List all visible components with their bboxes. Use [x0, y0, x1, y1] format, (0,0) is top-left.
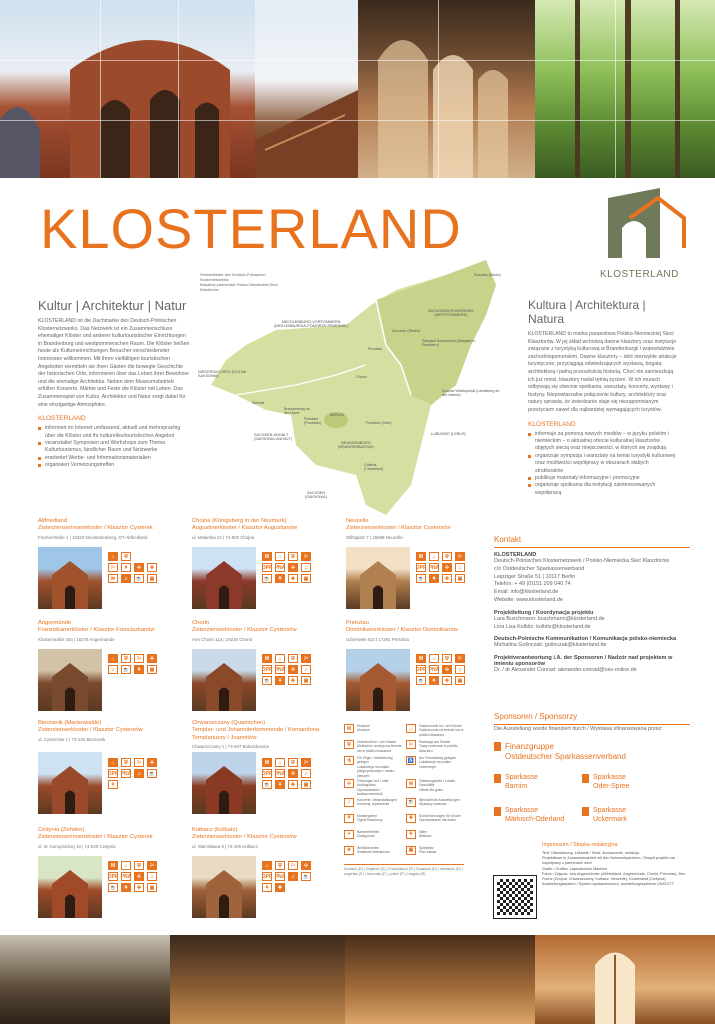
left-section-heading: KLOSTERLAND: [38, 415, 86, 423]
legend-item: ✈ Nähe Bliskość: [406, 830, 466, 845]
offer-icon: ☩: [442, 563, 452, 572]
impressum-line: Ausstellungssystem / System wystawienniczy: ausstellungssysteme UNIGOTT: [542, 882, 675, 887]
left-heading: Kultur | Architektur | Natur: [38, 298, 187, 313]
offer-icon: ⛨: [288, 552, 298, 561]
legend-item: ✚ Sonderführungen für Kinder Oprowadzanie dla dzieci: [406, 814, 466, 829]
photo-abbey-roof: [255, 0, 358, 178]
sparkasse-icon: [582, 807, 589, 816]
impressum-line: Grafik / Grafika: Laporatorium Machine: [542, 866, 608, 871]
icon-legend: [344, 724, 464, 877]
logo-icon: [600, 188, 692, 262]
legend-item: ☩ Führungen auf / oder Audioguides Oprowadzanie / audioprzewodnik: [344, 779, 404, 797]
monastery-photo: [192, 649, 256, 711]
offer-icon: ⚘: [121, 563, 131, 572]
offer-icon: ♫: [301, 563, 311, 572]
offer-icon: ☕: [417, 677, 425, 684]
photo-forest: [535, 0, 715, 178]
offer-icon: PNA: [120, 770, 132, 777]
offer-icon: ⌂: [108, 758, 118, 767]
monastery-order: Zisterzienserkloster / Klasztor Cystersów: [192, 627, 297, 634]
abbey-illustration: [0, 0, 255, 178]
offer-icon: PNA: [120, 873, 132, 880]
legend-item: ★ Weltkulturerbe Światowe dziedzictwo: [344, 846, 404, 861]
legend-icon: ✚: [406, 814, 416, 823]
left-bullet: erarbeitet Werbe- und Informationsmaterialien: [38, 455, 190, 462]
sparkasse-icon: [582, 774, 589, 783]
offer-icon: ☕: [417, 575, 425, 582]
photo-arched-window: [535, 935, 715, 1024]
offer-icon: ⚐: [288, 861, 298, 870]
offer-icon: ⛨: [442, 654, 452, 663]
offer-icon: ⚘: [134, 665, 144, 674]
page-title: KLOSTERLAND: [40, 197, 462, 260]
offer-icon: ♫: [301, 769, 311, 778]
offer-icon: ⚐: [134, 758, 144, 767]
legend-icon: ⌂: [406, 724, 416, 733]
right-section-heading: KLOSTERLAND: [528, 420, 576, 428]
offer-icon: M: [262, 552, 272, 561]
monastery-card: [192, 720, 332, 820]
monastery-card: [346, 518, 486, 618]
offer-icon: DPF: [262, 666, 272, 673]
offer-icon: M: [262, 758, 272, 767]
monastery-name: Prenzlau: [346, 620, 369, 626]
monastery-photo: [192, 856, 256, 918]
offer-icon: ☕: [148, 770, 156, 777]
legend-icon: ⚐: [406, 740, 416, 749]
kontakt-line: Deutsch-Polnisches Klosternetzwerk / Polsko-Niemiecka Sieć Klasztorów: [494, 558, 669, 564]
monastery-order: Franziskanerkloster / Klasztor Franciszkanów: [38, 627, 155, 634]
kontakt-line: c/o Ostdeutscher Sparkassenverband: [494, 565, 585, 572]
legend-icon: ★: [344, 846, 354, 855]
right-heading: Kultura | Architektura | Natura: [528, 298, 646, 326]
monastery-photo: [38, 856, 102, 918]
offer-icon: ☕: [263, 575, 271, 582]
offer-icon: ▣: [147, 665, 157, 674]
offer-icon: ✚: [147, 563, 157, 572]
right-intro: KLOSTERLAND to marka parasolowa Polsko-Niemieckiej Sieci Klasztorów. W jej skład wchodzą dawne klasztory oraz instytucje związane z turystyką kulturową w Brandenburgii i województwie zachodniopomorskim. Dawne klasztory – dziś niezwykłe atrakcje turystyczne, przyciągają odwiedzających wystawą, bogatą architekturą i pełną przeszłością historią. Choć nie zamieszkują ich już mnisi, klasztory nadal tętnią życiem. W ich murach odbywają się obecnie spotkania, warsztaty, koncerty, wystawy i festyny. Niepowtarzalne połączenie kultury, architektury oraz natury sprawia, że zwiedzanie staje się niezapomnianym przeżyciem nawet dla najbardziej wymagających turystów.: [528, 331, 677, 413]
offer-icon: PNA: [428, 564, 440, 571]
map-region-zp: ZACHODNIOPOMORSKIE (WESTPOMMERN): [428, 309, 474, 317]
monastery-order: Zisterzienserinnenkloster / Klasztor Cysterek: [38, 525, 153, 532]
impressum-line: Fotos / Zdjęcia: Jula Angermünder (Altfriedland, Angermünde, Chorin, Prenzlau), Ben Fuchs (Chojna, Chwarszczany, Kołbacz, Neuzelle), Klosterland (Cedynia): [542, 871, 686, 882]
legend-item: ⚐ Radwege am Kloster Trasy rowerowe w pobliżu klasztoru: [406, 740, 466, 755]
offer-icon: ⚐: [455, 654, 465, 663]
monastery-photo: [38, 649, 102, 711]
monastery-address: ul. Malarska 24 | 74-500 Chojna: [192, 534, 255, 540]
sponsoren-panel: [494, 712, 690, 823]
kontakt-panel: [494, 535, 690, 675]
map-place: Stargard Szczeciński (Stargard in Pommern): [422, 339, 476, 347]
map-place: Koszalin (Köslin): [474, 273, 501, 277]
legend-item: ☕ Wechselnde Ausstellungen Wystawy czasowe: [407, 797, 460, 807]
offer-icon: ☩: [442, 665, 452, 674]
kontakt-org: KLOSTERLAND: [494, 552, 537, 558]
monastery-address: Stiftsplatz 7 | 15898 Neuzelle: [346, 534, 403, 540]
photo-abbey-exterior: [0, 0, 255, 178]
offer-icon: ⚐: [455, 552, 465, 561]
monastery-name: Chwarszczany (Quartschen): [192, 720, 266, 726]
sponsor-item: Sparkasse Uckermark: [582, 807, 627, 826]
offer-icon: M: [416, 654, 426, 663]
offer-icon: ⚘: [108, 780, 118, 789]
offer-icon: ⌂: [108, 654, 118, 663]
impressum-line: Text, Übersetzung, Lektorat / Tekst, tłumaczenie, redakcja: [542, 851, 640, 855]
offer-icon: ⚘: [275, 574, 285, 583]
offer-icon: ⌂: [429, 654, 439, 663]
map-region-lubuskie: LUBUSKIE (LEBUS): [431, 432, 466, 436]
legend-item: M Museum Muzeum: [344, 724, 404, 739]
offer-icon: ⌂: [262, 861, 272, 870]
monastery-name: Cedynia (Zehden): [38, 827, 85, 833]
offer-icon: ⛨: [442, 552, 452, 561]
offer-icon: ☩: [147, 654, 157, 663]
kontakt-email[interactable]: Email: info@klosterland.de: [494, 589, 559, 596]
monastery-address: ul. Warcisława 8 | 74-106 Kołbacz: [192, 843, 258, 849]
offer-icon: ⛨: [288, 654, 298, 663]
offer-icon: ✚: [275, 883, 285, 892]
offer-icon: ☩: [288, 769, 298, 778]
monastery-card: [192, 518, 332, 618]
right-bullet: informuje za pomocą nowych mediów – w języku polskim i niemieckim – o aktualnej ofercie kulturalnej klasztorów objętych siecią oraz miejscowości, w których się znajdują: [528, 431, 678, 453]
offer-icon: ♫: [108, 665, 118, 674]
offer-icon: ⌂: [108, 552, 118, 561]
map-legend-de: Partnerklöster des Deutsch-Polnischen Klosternetzwerks: [200, 273, 266, 282]
monastery-order: Zisterzienserkloster / Klasztor Cystersów: [38, 727, 143, 734]
map-region-mv: MECKLENBURG-VORPOMMERN (MEKLEMBURGIA-POMORZE PRZEDNIE): [274, 320, 348, 328]
offer-icon: ☕: [263, 781, 271, 788]
offer-icon: ▣: [301, 676, 311, 685]
right-bullet: organizuje spotkania dla instytucji zainteresowanych współpracą: [528, 482, 678, 497]
region-map: [196, 245, 512, 525]
legend-icon: ⚗: [344, 756, 354, 765]
monastery-name: Kołbacz (Kolbatz): [192, 827, 238, 833]
sparkasse-icon: [494, 807, 501, 816]
offer-icon: ☕: [263, 677, 271, 684]
monastery-photo: [38, 752, 102, 814]
offer-icons: [108, 758, 158, 789]
monastery-name: Bierzwnik (Marienwalde): [38, 720, 102, 726]
map-region-sachsen: SACHSEN (SAKSONIA): [305, 491, 327, 499]
monastery-card: [192, 827, 332, 927]
monastery-photo: [346, 547, 410, 609]
monastery-photo: [192, 752, 256, 814]
legend-item: ✉ Gästeangebote / Lokale Geschäfte Oferta dla gości: [406, 779, 466, 797]
logo-wordmark: KLOSTERLAND: [600, 269, 679, 280]
offer-icon: ▣: [147, 883, 157, 892]
kontakt-line: Dr. / dr Alexander Conrad: alexander.conrad@osv-online.de: [494, 667, 637, 674]
offer-icon: ⌂: [275, 552, 285, 561]
offer-icon: ⌂: [275, 654, 285, 663]
map-region-bb: BRANDENBURG (BRANDENBURGIA): [338, 441, 374, 449]
offer-icon: ♫: [455, 665, 465, 674]
offer-icons: [108, 552, 158, 583]
left-intro: KLOSTERLAND ist die Dachmarke des Deutsch-Polnischen Klosternetzwerks. Das Netzwerk ist ein Zusammenschluss ehemaliger Klöster und anderer kulturtouristischer Einrichtungen in Brandenburg und westpommerschen Raum. Die Klöster heißen heute als Kulturneinrichtungen Besucher verschiedenster Interessen willkommen. Mit ihren vielfältigen touristischen Angeboten vermitteln sie ihren Gästen die bewegte Geschichte der historischen Orte, informieren über das Leben ihrer Bewohner und die einmalige Architektur. Neben dem Museumsbetrieb erfüllen Konzerte, Märkte und Feste die Klöster mit Leben. Das Zusammenspiel von Kultur, Architektur und Natur sorgt dabei für eine einzigartige Atmosphäre.: [38, 318, 190, 408]
projektleitung-heading: Projektleitung / Koordynacja projektu: [494, 609, 594, 616]
offer-icon: PNA: [274, 666, 286, 673]
offer-icon: ♫: [288, 872, 298, 881]
legend-icon: M: [344, 724, 354, 733]
offer-icon: ⚐: [301, 552, 311, 561]
offer-icon: ✚: [288, 780, 298, 789]
legend-item: ⛨ Unterkunft im / am Kloster Możliwość noclegu na terenie lub w pobliżu klasztoru: [344, 740, 404, 755]
legend-icon: ▣: [406, 846, 416, 855]
language-codes: Deutsch (D) | Englisch (E) | Französisch (F) | Russisch (R) | niemiecki (D) | angielski (E) | francuski (F) | polski (P) | rosyjski (R): [344, 864, 464, 877]
legend-icon: ♫: [344, 798, 354, 807]
monastery-order: Zisterzienserkloster / Klasztor Cystersów: [346, 525, 451, 532]
monastery-photo: [38, 547, 102, 609]
offer-icon: ▣: [455, 676, 465, 685]
offer-icon: ✚: [442, 676, 452, 685]
offer-icon: DPF: [108, 873, 118, 880]
legend-item: ⚘ Klostergarten Ogród klasztorny: [344, 814, 404, 829]
photo-vaulted-hall: [170, 935, 345, 1024]
map-legend-pl: Klasztory partnerskie Polsko-Niemieckiej Sieci Klasztorów: [200, 283, 278, 292]
offer-icon: ☕: [109, 884, 117, 891]
map-place: Stendal: [252, 401, 265, 405]
offer-icon: ⚘: [275, 676, 285, 685]
offer-icon: DPF: [416, 666, 426, 673]
monastery-address: Chwarszczany 1 | 74-407 Boleszkowice: [192, 744, 270, 750]
offer-icon: DPF: [262, 873, 272, 880]
left-bullet: organisiert Vernetzungstreffen: [38, 462, 190, 469]
offer-icon: DPF: [262, 770, 272, 777]
offer-icon: ▣: [147, 574, 157, 583]
offer-icon: ♫: [455, 563, 465, 572]
monastery-name: Altfriedland: [38, 518, 68, 524]
kommunikation-heading: Deutsch-Polnische Kommunikation / Komunikacja polsko-niemiecka: [494, 636, 677, 643]
legend-icon: ⌖: [344, 830, 354, 839]
legend-item: ♿ Am Fernradweg gelegen Lokalizacja na szlaku rowerowym: [407, 756, 457, 769]
right-bullet: publikuje materiały informacyjne i promocyjne: [528, 475, 678, 482]
monastery-address: Amt Chorin 11a | 16230 Chorin: [192, 636, 253, 642]
monastery-address: Klosterstraße 43a | 16278 Angermünde: [38, 636, 115, 642]
sponsor-item: Sparkasse Märkisch-Oderland: [494, 807, 564, 826]
impressum-line: Projektteam in Zusammenarbeit mit den Netzwerkpartnern / Zespół projektu we współpracy z partnerami sieci: [542, 856, 676, 866]
map-place: Frankfurt (Oder): [366, 421, 392, 425]
map-place: Chorin: [356, 375, 367, 379]
offer-icons: [108, 654, 158, 685]
map-region-berlin: BERLIN: [330, 413, 344, 417]
legend-item: ⌂ Gastronomie im / am Kloster Gastronomia na terenie lub w pobliżu klasztoru: [406, 724, 466, 739]
left-bullet: veranstaltet Symposien und Workshops zum Thema Kulturtourismus, ländlicher Raum und Netzwerke: [38, 440, 190, 455]
monastery-card: [38, 720, 178, 820]
monastery-name: Chorin: [192, 620, 210, 626]
offer-icon: ▣: [301, 780, 311, 789]
legend-item: ♫ Konzerte, Veranstaltungen Koncerty, wydarzenia: [344, 798, 404, 813]
monastery-name: Chojna (Königsberg in der Neumark): [192, 518, 287, 524]
photo-nave-arches: [345, 935, 535, 1024]
offer-icon: ⚘: [121, 883, 131, 892]
map-place: Gorzów Wielkopolski (Landsberg an der Warthe): [442, 389, 500, 397]
legend-icon: ⚘: [344, 814, 354, 823]
sponsor-main: Finanzgruppe Ostdeutscher Sparkassenverband: [494, 742, 690, 762]
offer-icon: ⛨: [121, 758, 131, 767]
monastery-card: [38, 518, 178, 618]
offer-icons: [262, 861, 312, 892]
kontakt-line: Michalina Golinczak: golinczak@klosterland.de: [494, 642, 607, 649]
kontakt-website[interactable]: Website: www.klosterland.de: [494, 596, 563, 603]
offer-icon: ⌂: [121, 861, 131, 870]
offer-icon: M: [262, 654, 272, 663]
offer-icons: [262, 552, 312, 583]
legend-icon: ✈: [406, 830, 416, 839]
monastery-order: Templer- und Johanniterkommende / Komandoria Templariuszy i Joannitów: [192, 727, 320, 741]
monastery-address: Uckerwiek 813 | 17291 Prenzlau: [346, 636, 410, 642]
offer-icon: M: [108, 861, 118, 870]
legend-icon: ✉: [406, 779, 416, 788]
kontakt-line: Lina Lisa Kolbitz: kolbitz@klosterland.de: [494, 623, 591, 630]
offer-icon: ⚐: [301, 758, 311, 767]
offer-icon: PNA: [274, 564, 286, 571]
legend-item: ⌖ Barrierefreiheit Dostępność: [344, 830, 404, 845]
offer-icon: ☩: [147, 758, 157, 767]
photo-cloister-window: [0, 935, 170, 1024]
map-place: Brandenburg an der Havel: [284, 407, 310, 415]
kontakt-line: Leipziger Straße 51 | 10117 Berlin: [494, 573, 576, 580]
monastery-address: ul. M. Konopnickiej 10 | 74-520 Cedynia: [38, 843, 116, 849]
offer-icon: ⛨: [121, 654, 131, 663]
offer-icon: ⛨: [288, 758, 298, 767]
legend-icon: ☩: [344, 779, 354, 788]
impressum-heading: Impressum / Stopka redakcyjna: [542, 842, 618, 848]
offer-icons: [108, 861, 158, 892]
monastery-photo: [192, 547, 256, 609]
offer-icon: ✉: [108, 574, 118, 583]
legend-icon: ⛨: [344, 740, 354, 749]
map-place: Prenzlau: [368, 347, 383, 351]
kontakt-phone: Telefon: + 49 (0)151 209 040 74: [494, 581, 571, 588]
left-bullet: informiert im Internet umfassend, aktuell und mehrsprachig über die Klöster und ihr kulturelles/touristisches Angebot: [38, 425, 190, 440]
offer-icon: ⌂: [429, 552, 439, 561]
offer-icon: ⌂: [275, 758, 285, 767]
offer-icon: ☕: [302, 873, 310, 880]
offer-icon: ☕: [122, 666, 130, 673]
offer-icon: ☩: [301, 861, 311, 870]
monastery-card: [192, 620, 332, 720]
offer-icon: ☩: [288, 563, 298, 572]
legend-item: ⚗ Für Pilger / Wanderweg gelegen Lokalizacja na szlaku pielgrzymkowym / szlaku pieszym: [344, 756, 404, 778]
legend-icon: ☕: [407, 799, 415, 806]
offer-icon: ▣: [301, 574, 311, 583]
qr-code[interactable]: [494, 876, 536, 918]
offer-icons: [262, 758, 312, 789]
offer-icon: ⚘: [275, 780, 285, 789]
offer-icon: ☩: [288, 665, 298, 674]
offer-icon: ✚: [442, 574, 452, 583]
offer-icon: ☕: [135, 575, 143, 582]
sponsoren-note: Die Ausstellung wurde finanziert durch / Wystawa sfinansowana przez:: [494, 726, 663, 732]
map-region-sa: SACHSEN-ANHALT (SAKSONIA-ANHALT): [254, 433, 292, 441]
sponsoren-heading: Sponsoren / Sponsorzy: [494, 712, 578, 721]
offer-icon: ⚐: [108, 563, 118, 572]
photo-cloister-arcade: [358, 0, 535, 178]
offer-icon: ⚘: [429, 676, 439, 685]
sparkasse-icon: [494, 742, 501, 751]
right-bullet: organizuje sympozja i warsztaty na temat turystyki kulturowej oraz możliwości współpracy w obszarach słabych strukturalnie: [528, 453, 678, 475]
offer-icon: ⛨: [275, 861, 285, 870]
offer-icon: DPF: [262, 564, 272, 571]
offer-icon: ☩: [134, 563, 144, 572]
monastery-name: Angermünde: [38, 620, 72, 626]
offer-icon: ♫: [301, 665, 311, 674]
offer-icon: DPF: [416, 564, 426, 571]
offer-icon: ⚐: [147, 861, 157, 870]
offer-icon: ⚐: [301, 654, 311, 663]
offer-icon: ⛨: [134, 861, 144, 870]
monastery-order: Dominikanerkloster / Klasztor Dominikanów: [346, 627, 458, 634]
map-place: Potsdam (Poczdam): [304, 417, 322, 425]
monastery-order: Zisterzienserkloster / Klasztor Cystersów: [192, 834, 297, 841]
offer-icon: ⚐: [134, 654, 144, 663]
offer-icon: ✚: [288, 676, 298, 685]
sparkasse-icon: [494, 774, 501, 783]
monastery-card: [38, 827, 178, 927]
offer-icon: M: [416, 552, 426, 561]
legend-item: ▣ Spielplatz Plac zabaw: [406, 846, 466, 861]
offer-icon: ▣: [455, 574, 465, 583]
offer-icon: ✚: [288, 574, 298, 583]
offer-icons: [416, 552, 466, 583]
offer-icon: PNA: [274, 873, 286, 880]
kontakt-heading: Kontakt: [494, 535, 522, 544]
offer-icon: PNA: [274, 770, 286, 777]
monastery-address: Fischerstraße 1 | 15320 Neuhardenberg, OT Altfriedland: [38, 534, 148, 540]
offer-icons: [262, 654, 312, 685]
monastery-card: [38, 620, 178, 720]
monastery-address: ul. Cystersów 1 | 73-240 Bierzwnik: [38, 736, 106, 742]
monastery-order: Augustinerkloster / Klasztor Augustianów: [192, 525, 298, 532]
monastery-photo: [346, 649, 410, 711]
offer-icon: ♫: [134, 769, 144, 778]
offer-icon: ✚: [134, 883, 144, 892]
monastery-order: Zisterzienserinnenkloster / Klasztor Cysterek: [38, 834, 153, 841]
offer-icon: ♫: [147, 872, 157, 881]
map-place: Szczecin (Stettin): [392, 329, 420, 333]
legend-icon: ♿: [407, 757, 415, 764]
offer-icon: DPF: [108, 770, 118, 777]
offer-icon: ⛨: [121, 552, 131, 561]
sponsor-item: Sparkasse Barnim: [494, 774, 538, 793]
projektverantwortung-heading: Projektverantwortung i.A. der Sponsoren / Nadzór nad projektem w imieniu sponsorów: [494, 655, 673, 668]
offer-icons: [416, 654, 466, 685]
offer-icon: ♫: [121, 574, 131, 583]
offer-icon: PNA: [428, 666, 440, 673]
kontakt-line: Lara Buschmann: buschmann@klosterland.de: [494, 615, 605, 622]
map-region-ns: NIEDERSACHSEN (DOLNA SAKSONIA): [198, 370, 246, 378]
monastery-card: [346, 620, 486, 720]
offer-icon: ⚘: [262, 883, 272, 892]
klosterland-logo: [600, 188, 692, 278]
sponsor-item: Sparkasse Oder-Spree: [582, 774, 630, 793]
offer-icon: ⚘: [429, 574, 439, 583]
map-place: Cottbus (Chociebuż): [364, 463, 384, 471]
monastery-name: Neuzelle: [346, 518, 369, 524]
offer-icon: ☩: [134, 872, 144, 881]
